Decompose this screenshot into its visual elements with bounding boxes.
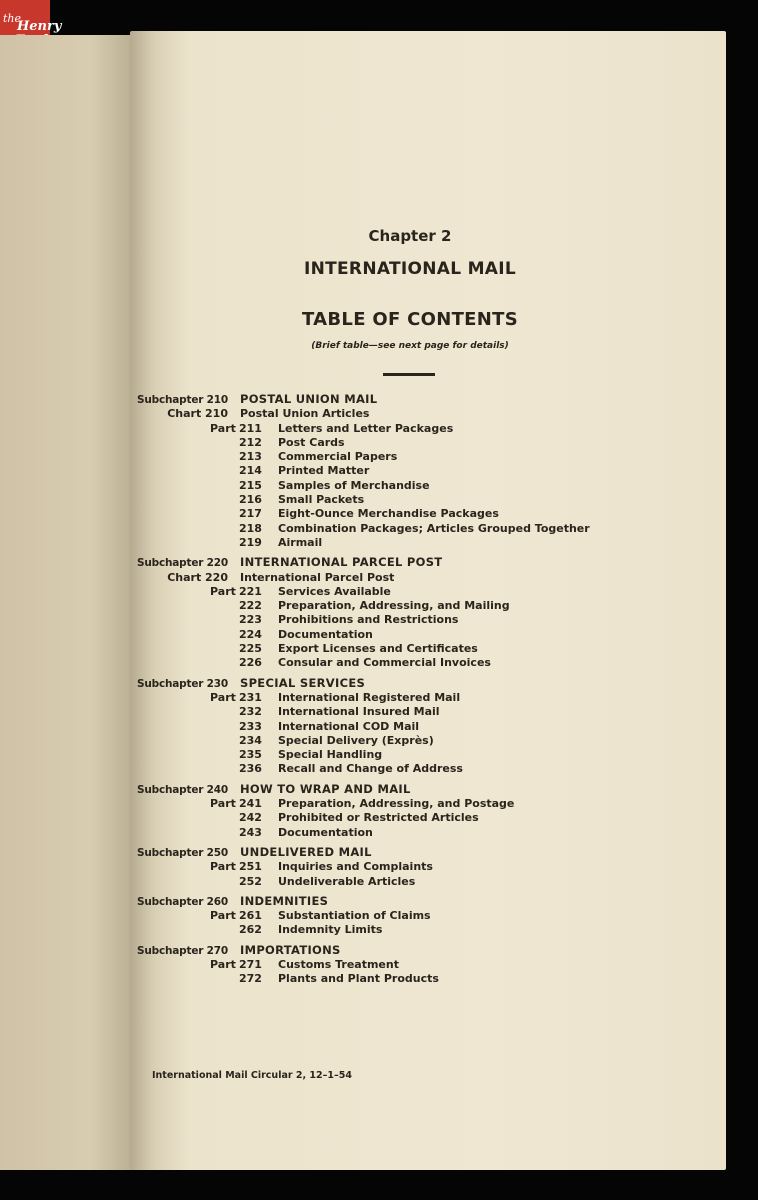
part-number: 272 <box>239 972 262 986</box>
part-title: Commercial Papers <box>278 450 398 464</box>
part-row <box>150 859 610 873</box>
part-number: 271 <box>239 957 262 971</box>
logo-henry: Henry <box>17 19 62 34</box>
part-row <box>150 957 610 971</box>
part-title: Printed Matter <box>278 464 370 478</box>
part-number: 243 <box>239 825 262 839</box>
subchapter-label: Subchapter 270 <box>137 944 228 957</box>
subchapter-label: Subchapter 250 <box>137 846 228 859</box>
part-number: 214 <box>239 464 262 478</box>
part-number: 233 <box>239 719 262 733</box>
part-row <box>150 704 610 718</box>
subchapter-row <box>137 675 610 690</box>
part-title: Prohibitions and Restrictions <box>278 613 459 627</box>
subchapter-group <box>137 781 610 839</box>
subchapter-title: IMPORTATIONS <box>240 942 341 957</box>
part-title: Prohibited or Restricted Articles <box>278 811 479 825</box>
part-number: 216 <box>239 493 262 507</box>
part-number: 217 <box>239 507 262 521</box>
subchapter-title: HOW TO WRAP AND MAIL <box>240 781 411 796</box>
part-number: 235 <box>239 748 262 762</box>
part-number: 234 <box>239 733 262 747</box>
part-number: 226 <box>239 656 262 670</box>
part-row <box>150 598 610 612</box>
part-row <box>150 449 610 463</box>
part-title: Small Packets <box>278 493 365 507</box>
subchapter-row <box>137 893 610 908</box>
subchapter-group <box>137 942 610 986</box>
part-row <box>150 521 610 535</box>
subchapter-title: UNDELIVERED MAIL <box>240 844 372 859</box>
part-number: 231 <box>239 690 262 704</box>
part-word: Part <box>210 690 236 704</box>
part-word: Part <box>210 860 236 874</box>
subchapter-row <box>137 555 610 570</box>
part-word: Part <box>210 797 236 811</box>
part-row <box>150 874 610 888</box>
part-row <box>150 747 610 761</box>
part-title: Undeliverable Articles <box>278 874 416 888</box>
subchapter-row <box>137 844 610 859</box>
part-row <box>150 825 610 839</box>
left-page <box>0 35 150 1170</box>
part-title: Airmail <box>278 535 323 549</box>
part-title: Recall and Change of Address <box>278 762 463 776</box>
subchapter-label: Subchapter 230 <box>137 677 228 690</box>
subchapter-group <box>137 675 610 776</box>
subchapter-label: Subchapter 220 <box>137 557 228 570</box>
part-title: Substantiation of Claims <box>278 909 431 923</box>
part-number: 222 <box>239 599 262 613</box>
subchapter-title: INTERNATIONAL PARCEL POST <box>240 555 443 570</box>
brief-note: (Brief table—see next page for details) <box>311 341 509 351</box>
part-title: Services Available <box>278 584 391 598</box>
subchapter-group <box>137 392 610 549</box>
part-row <box>150 463 610 477</box>
table-of-contents <box>137 392 610 992</box>
part-word: Part <box>210 909 236 923</box>
part-row <box>150 908 610 922</box>
part-row <box>150 584 610 598</box>
part-row <box>150 435 610 449</box>
part-number: 221 <box>239 584 262 598</box>
part-title: Indemnity Limits <box>278 923 383 937</box>
page-footer: International Mail Circular 2, 12–1–54 <box>152 1070 352 1081</box>
chart-label: Chart 220 <box>167 570 228 584</box>
part-number: 232 <box>239 705 262 719</box>
subchapter-group <box>137 555 610 670</box>
part-word: Part <box>210 957 236 971</box>
part-title: Export Licenses and Certificates <box>278 642 478 656</box>
part-row <box>150 810 610 824</box>
subchapter-row <box>137 781 610 796</box>
part-title: Special Delivery (Exprès) <box>278 733 434 747</box>
part-number: 212 <box>239 435 262 449</box>
subchapter-title: SPECIAL SERVICES <box>240 675 366 690</box>
part-row <box>150 655 610 669</box>
part-title: International Insured Mail <box>278 705 440 719</box>
part-number: 224 <box>239 627 262 641</box>
part-number: 218 <box>239 521 262 535</box>
part-number: 236 <box>239 762 262 776</box>
part-number: 252 <box>239 874 262 888</box>
chart-row <box>150 406 610 420</box>
part-row <box>150 627 610 641</box>
part-title: Documentation <box>278 825 373 839</box>
part-row <box>150 641 610 655</box>
part-title: Combination Packages; Articles Grouped Together <box>278 521 590 535</box>
part-row <box>150 796 610 810</box>
part-row <box>150 971 610 985</box>
part-row <box>150 421 610 435</box>
chapter-label: Chapter 2 <box>368 227 452 245</box>
part-title: International COD Mail <box>278 719 420 733</box>
divider-rule <box>383 373 435 376</box>
chart-title: International Parcel Post <box>240 570 395 584</box>
subchapter-title: POSTAL UNION MAIL <box>240 392 378 406</box>
part-number: 241 <box>239 797 262 811</box>
part-row <box>150 690 610 704</box>
part-title: Inquiries and Complaints <box>278 860 433 874</box>
part-number: 211 <box>239 421 262 435</box>
chart-label: Chart 210 <box>167 407 228 421</box>
part-number: 225 <box>239 642 262 656</box>
part-number: 219 <box>239 535 262 549</box>
part-row <box>150 478 610 492</box>
part-word: Part <box>210 584 236 598</box>
chart-title: Postal Union Articles <box>240 407 370 421</box>
part-title: Post Cards <box>278 435 345 449</box>
part-row <box>150 506 610 520</box>
part-number: 251 <box>239 860 262 874</box>
chapter-title: INTERNATIONAL MAIL <box>303 259 517 279</box>
part-title: International Registered Mail <box>278 690 461 704</box>
subchapter-label: Subchapter 260 <box>137 895 228 908</box>
part-number: 242 <box>239 811 262 825</box>
subchapter-label: Subchapter 240 <box>137 783 228 796</box>
part-title: Consular and Commercial Invoices <box>278 656 491 670</box>
toc-title: TABLE OF CONTENTS <box>302 309 518 330</box>
subchapter-group <box>137 844 610 888</box>
part-number: 223 <box>239 613 262 627</box>
part-number: 215 <box>239 478 262 492</box>
part-title: Eight-Ounce Merchandise Packages <box>278 507 499 521</box>
part-title: Preparation, Addressing, and Mailing <box>278 599 510 613</box>
logo-the: the <box>3 12 22 25</box>
part-title: Letters and Letter Packages <box>278 421 454 435</box>
part-row <box>150 492 610 506</box>
part-number: 261 <box>239 909 262 923</box>
subchapter-row <box>137 942 610 957</box>
part-title: Preparation, Addressing, and Postage <box>278 797 515 811</box>
part-title: Customs Treatment <box>278 957 399 971</box>
part-row <box>150 612 610 626</box>
part-title: Documentation <box>278 627 373 641</box>
part-title: Special Handling <box>278 748 383 762</box>
part-row <box>150 719 610 733</box>
part-row <box>150 535 610 549</box>
part-word: Part <box>210 421 236 435</box>
subchapter-group <box>137 893 610 937</box>
subchapter-row <box>137 392 610 406</box>
part-row <box>150 922 610 936</box>
chart-row <box>150 570 610 584</box>
part-number: 262 <box>239 923 262 937</box>
part-number: 213 <box>239 450 262 464</box>
subchapter-title: INDEMNITIES <box>240 893 329 908</box>
subchapter-label: Subchapter 210 <box>137 394 228 406</box>
part-row <box>150 733 610 747</box>
part-title: Plants and Plant Products <box>278 972 439 986</box>
part-title: Samples of Merchandise <box>278 478 430 492</box>
part-row <box>150 761 610 775</box>
